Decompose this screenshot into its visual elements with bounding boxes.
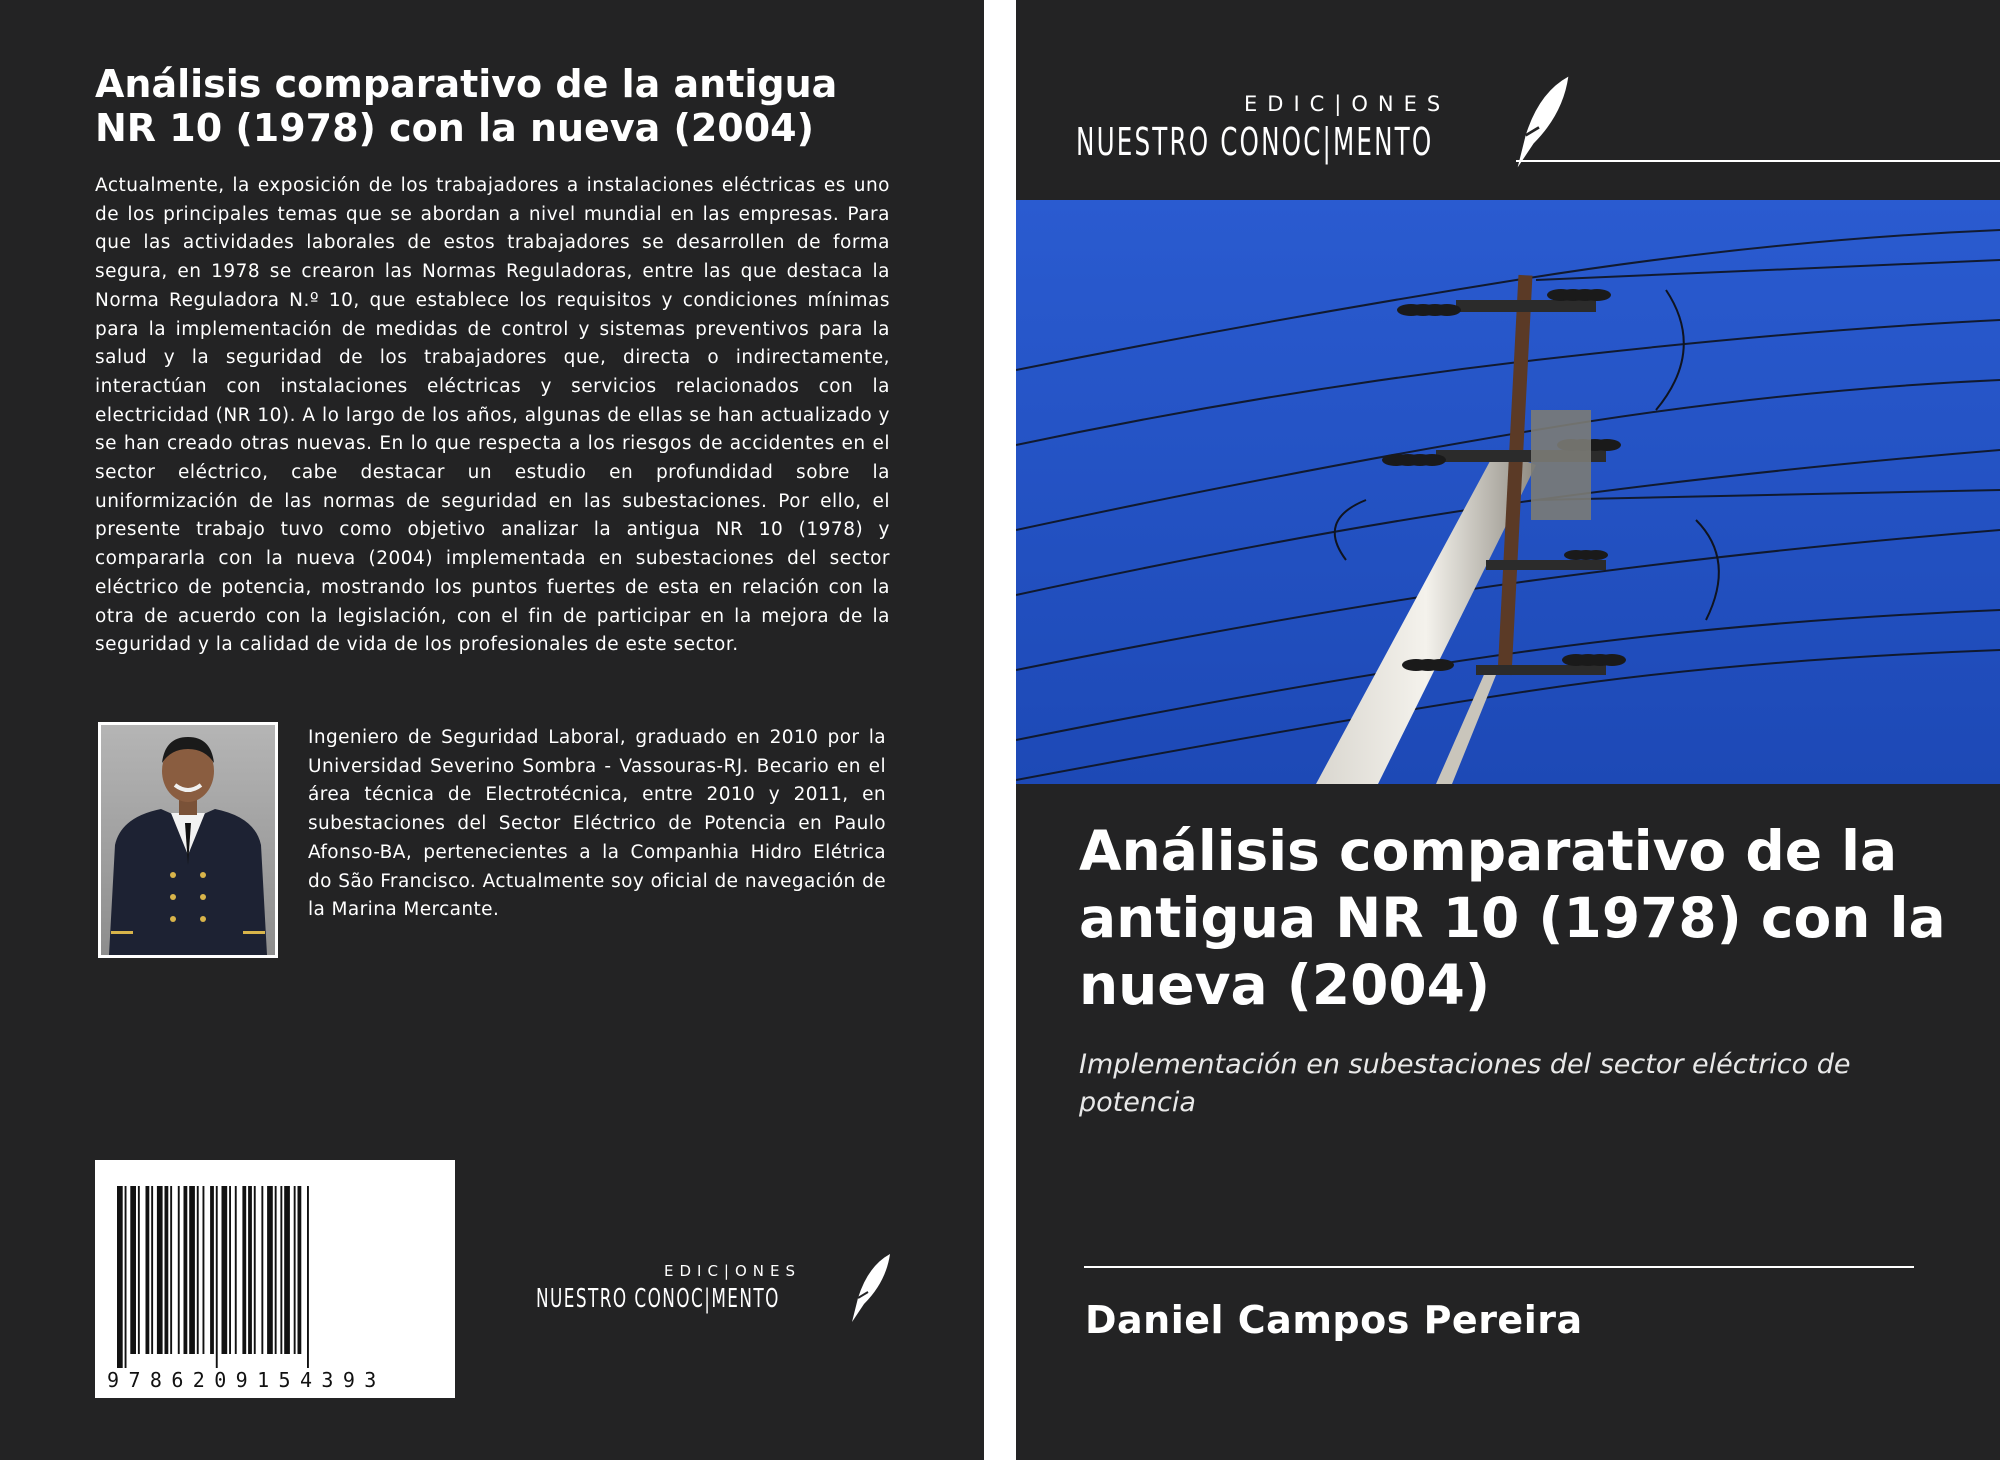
- author-rule: [1084, 1266, 1914, 1268]
- barcode-bar: [298, 1186, 302, 1354]
- barcode-bar: [261, 1186, 263, 1354]
- barcode-bar: [294, 1186, 296, 1354]
- pen-nib-icon: [848, 1252, 894, 1324]
- logo-rule: [1516, 160, 2000, 162]
- barcode-bar: [267, 1186, 273, 1354]
- cover-photo-power-pole: [1016, 200, 2000, 784]
- barcode-bar: [157, 1186, 163, 1354]
- barcode-bar: [184, 1186, 188, 1354]
- publisher-logo-line2: NUESTRO CONOC|MENTO: [536, 1284, 780, 1314]
- barcode-bar: [189, 1186, 195, 1354]
- barcode-bar: [248, 1186, 252, 1354]
- barcode-bars: [95, 1160, 455, 1398]
- barcode-bar: [216, 1186, 218, 1368]
- isbn-barcode: [95, 1160, 455, 1398]
- author-photo: [98, 722, 278, 958]
- barcode-bar: [203, 1186, 205, 1354]
- barcode-number: 9786209154393: [107, 1368, 386, 1392]
- barcode-bar: [165, 1186, 169, 1354]
- front-cover-author: Daniel Campos Pereira: [1085, 1298, 1583, 1342]
- author-bio: Ingeniero de Seguridad Laboral, graduado en 2010 por la Universidad Severino Sombra - Vassouras-RJ. Becario en el área técnica de Electrotécnica, entre 2010 y 2011, en subestaciones del Sector Eléctrico de Potencia en Paulo Afonso-BA, pertenecientes a la Companhia Hidro Elétrica do São Francisco. Actualmente soy oficial de navegación de la Marina Mercante.: [308, 727, 886, 921]
- publisher-logo-line2: NUESTRO CONOC|MENTO: [1076, 120, 1434, 164]
- front-cover-subtitle: Implementación en subestaciones del sector eléctrico de potencia: [1079, 1049, 1851, 1118]
- front-cover-title: Análisis comparativo de la antigua NR 10 (1978) con la nueva (2004): [1079, 819, 1946, 1017]
- barcode-bar: [170, 1186, 172, 1354]
- barcode-bar: [138, 1186, 140, 1354]
- publisher-logo-line1: EDIC|ONES: [1244, 92, 1451, 116]
- front-cover: [1016, 0, 2000, 1460]
- barcode-bar: [242, 1186, 246, 1354]
- barcode-bar: [254, 1186, 256, 1354]
- barcode-bar: [125, 1186, 127, 1368]
- barcode-bar: [307, 1186, 309, 1368]
- barcode-bar: [197, 1186, 199, 1354]
- back-cover-title: Análisis comparativo de la antigua NR 10 (1978) con la nueva (2004): [95, 62, 838, 150]
- barcode-bar: [275, 1186, 277, 1354]
- barcode-bar: [210, 1186, 214, 1354]
- barcode-bar: [280, 1186, 282, 1354]
- barcode-bar: [235, 1186, 237, 1354]
- barcode-bar: [130, 1186, 136, 1354]
- barcode-bar: [117, 1186, 123, 1368]
- barcode-bar: [146, 1186, 150, 1354]
- back-cover: [0, 0, 984, 1460]
- barcode-bar: [284, 1186, 290, 1354]
- barcode-bar: [229, 1186, 231, 1354]
- pen-nib-icon: [1512, 74, 1574, 170]
- back-cover-blurb: Actualmente, la exposición de los trabajadores a instalaciones eléctricas es uno de los principales temas que se abordan a nivel mundial en las empresas. Para que las actividades laborales de estos trabajadores se desarrollen de forma segura, en 1978 se crearon las Normas Reguladoras, entre las que destaca la Norma Reguladora N.º 10, que establece los requisitos y condiciones mínimas para la implementación de medidas de control y sistemas preventivos para la salud y la seguridad de los trabajadores que, directa o indirectamente, interactúan con instalaciones eléctricas y servicios relacionados con la electricidad (NR 10). A lo largo de los años, algunas de ellas se han actualizado y se han creado otras nuevas. En lo que respecta a los riesgos de accidentes en el sector eléctrico, cabe destacar un estudio en profundidad sobre la uniformización de las normas de seguridad en las subestaciones. Por ello, el presente trabajo tuvo como objetivo analizar la antigua NR 10 (1978) y compararla con la nueva (2004) implementada en subestaciones del sector eléctrico de potencia, mostrando los puntos fuertes de esta en relación con la otra de acuerdo con la legislación, con el fin de participar en la mejora de la seguridad y la calidad de vida de los profesionales de este sector.: [95, 175, 890, 656]
- publisher-logo-line1: EDIC|ONES: [664, 1262, 802, 1280]
- barcode-bar: [151, 1186, 153, 1354]
- barcode-bar: [178, 1186, 180, 1354]
- barcode-bar: [222, 1186, 228, 1354]
